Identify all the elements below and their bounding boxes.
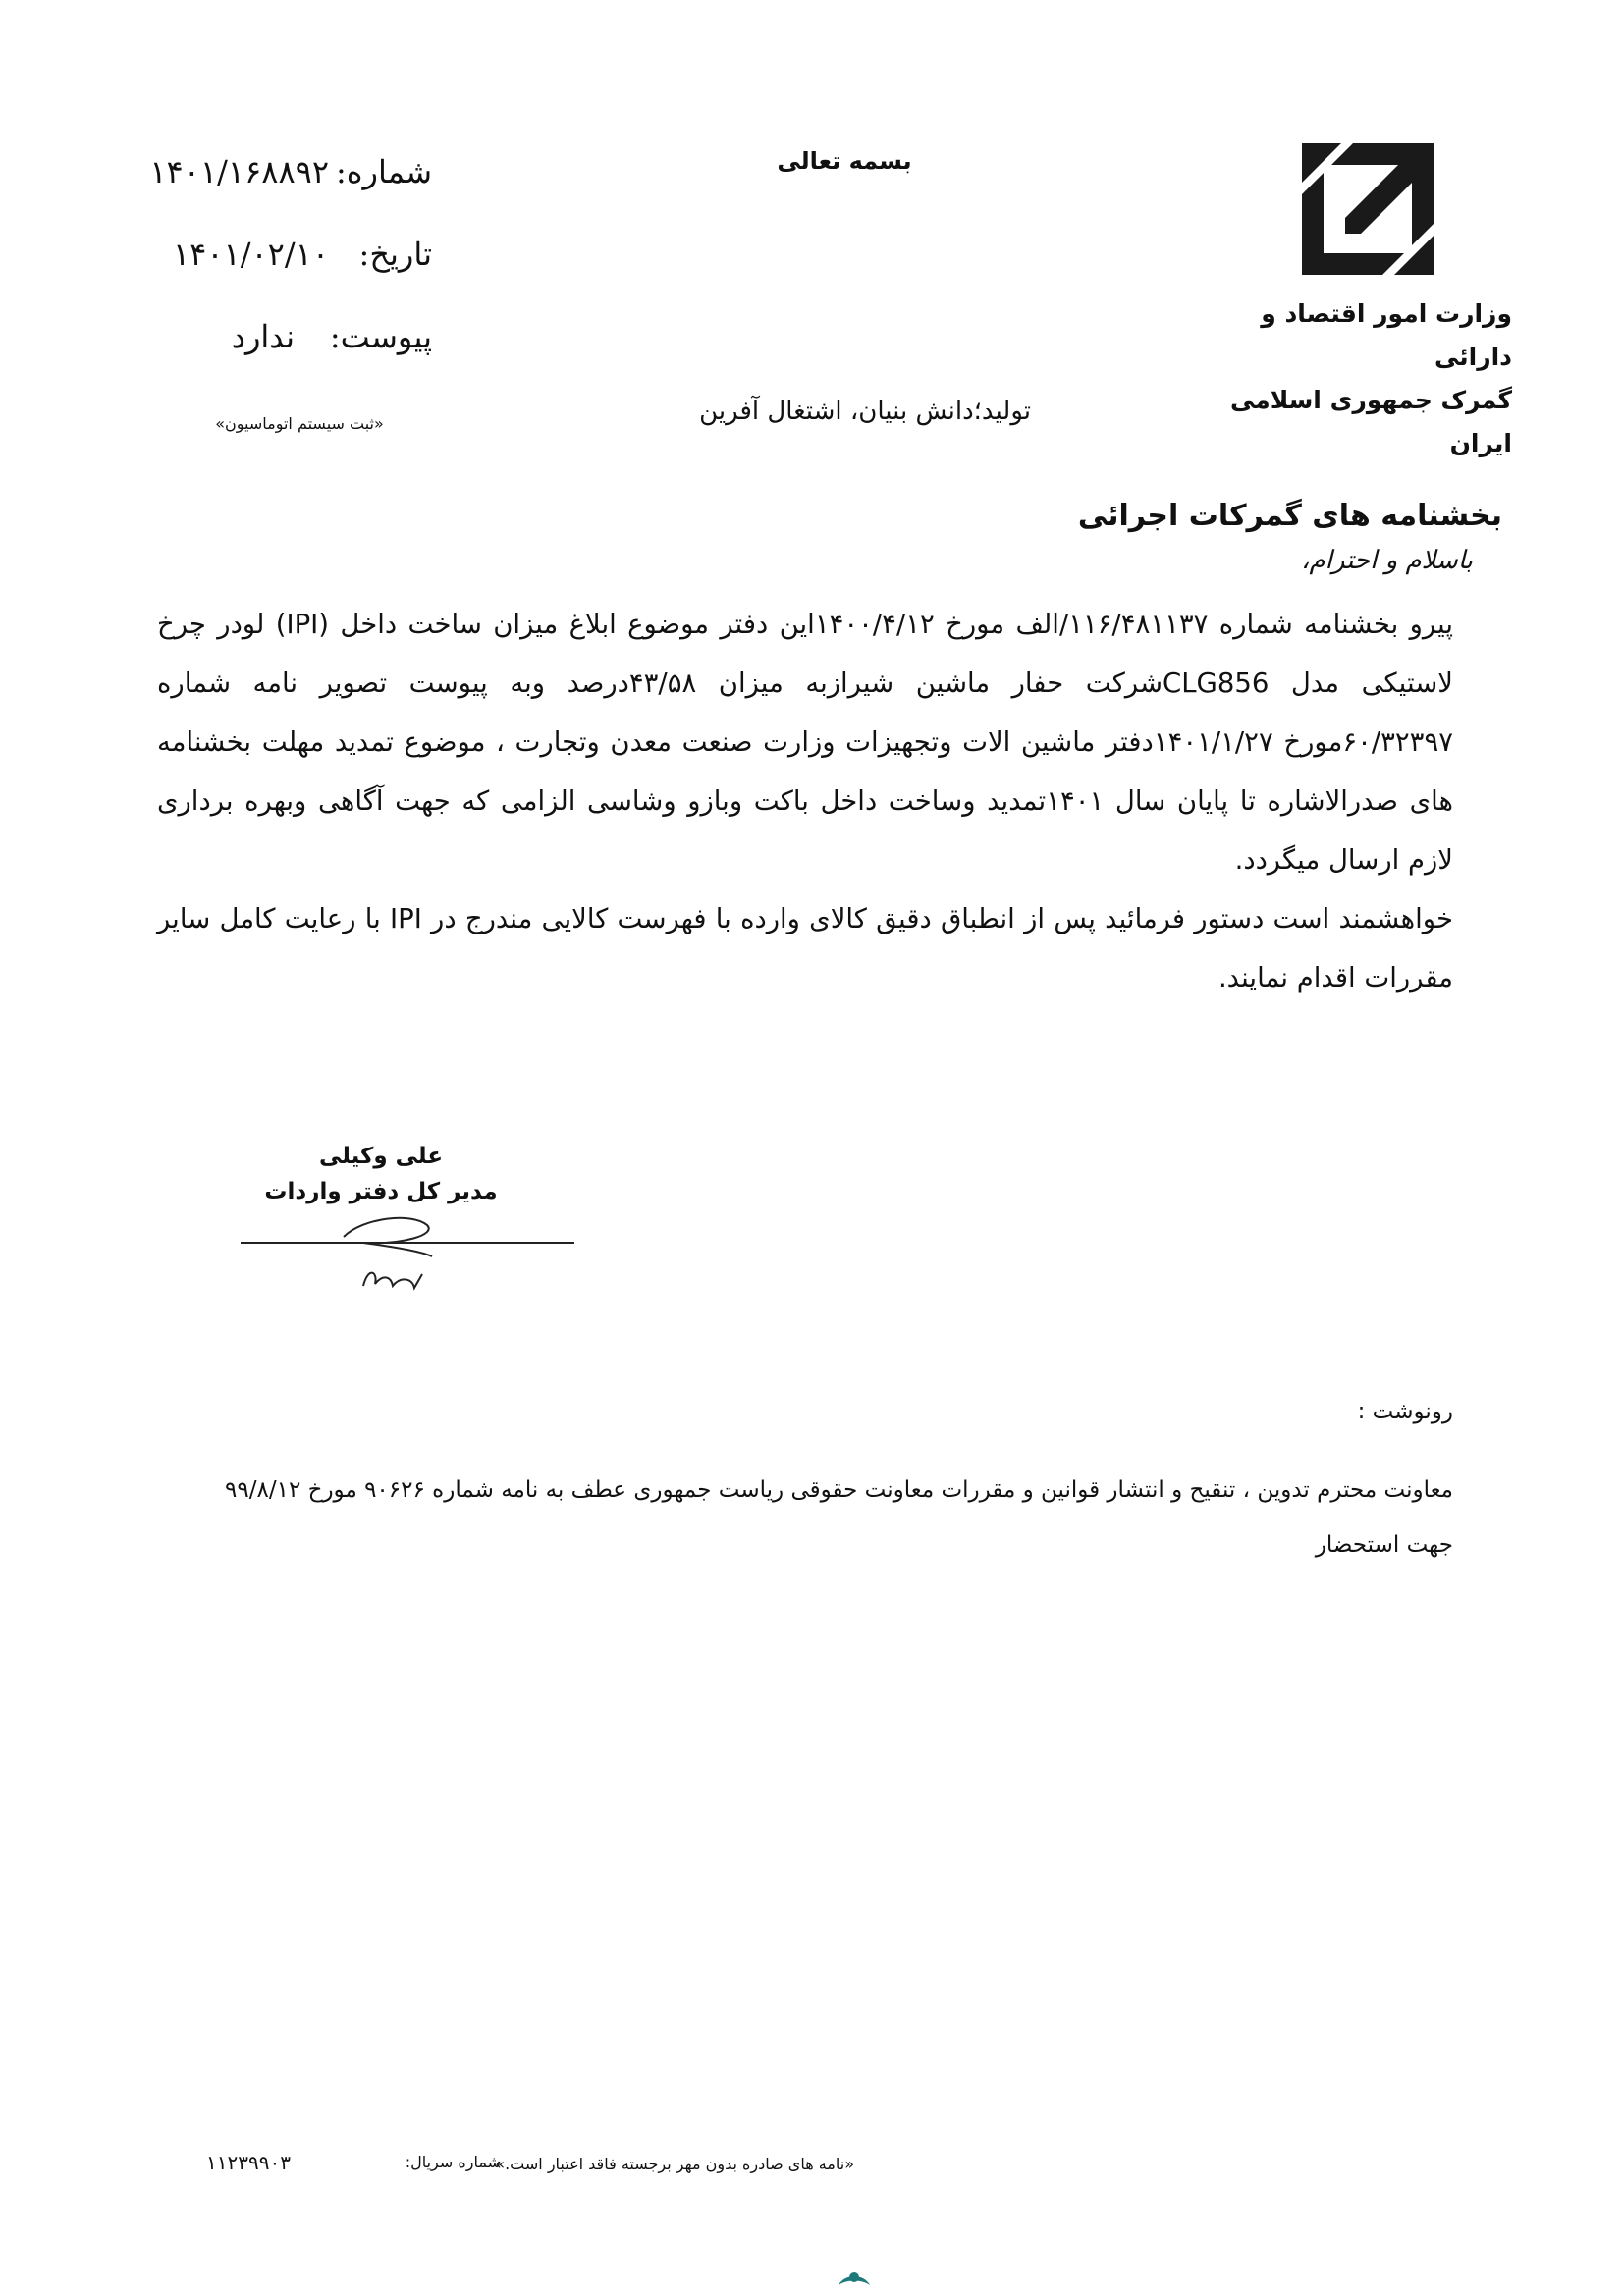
cc-label: رونوشت : bbox=[1357, 1399, 1453, 1424]
customs-logo-icon bbox=[1294, 135, 1441, 283]
customs-line: گمرک جمهوری اسلامی ایران bbox=[1229, 386, 1512, 457]
number-label: شماره: bbox=[335, 153, 432, 190]
serial-label: شماره سریال: bbox=[405, 2153, 501, 2171]
signatory-position: مدیر کل دفتر واردات bbox=[264, 1179, 498, 1204]
letter-number bbox=[118, 153, 432, 198]
ministry-name bbox=[1178, 293, 1512, 465]
letter-attachment bbox=[118, 318, 432, 363]
footer-validity-note: «نامه های صادره بدون مهر برجسته فاقد اعتبار است.» bbox=[495, 2155, 854, 2173]
cc-recipients bbox=[196, 1463, 1453, 1573]
cc-line: معاونت محترم تدوین ، تنقیح و انتشار قوانین و مقررات معاونت حقوقی ریاست جمهوری عطف به نامه شماره ۹۰۶۲۶ مورخ ۹۹/۸/۱۲ bbox=[225, 1477, 1453, 1503]
handwritten-signature bbox=[324, 1198, 461, 1306]
date-label: تاریخ: bbox=[358, 236, 432, 273]
number-value: ۱۴۰۱/۱۶۸۸۹۲ bbox=[149, 153, 329, 190]
attachment-value: ندارد bbox=[231, 318, 295, 355]
ministry-line: وزارت امور اقتصاد و دارائی bbox=[1261, 299, 1512, 371]
body-paragraph: خواهشمند است دستور فرمائید پس از انطباق دقیق کالای وارده با فهرست کالایی مندرج در IPI با رعایت کامل سایر مقررات اقدام نمایند. bbox=[157, 903, 1453, 993]
emblem-icon bbox=[835, 2266, 874, 2293]
circular-title: بخشنامه های گمرکات اجرائی bbox=[1077, 499, 1502, 533]
letter-date bbox=[118, 236, 432, 281]
slogan: تولید؛دانش بنیان، اشتغال آفرین bbox=[699, 397, 1031, 426]
attachment-label: پیوست: bbox=[329, 318, 432, 355]
cc-line: جهت استحضار bbox=[1315, 1532, 1453, 1558]
automation-note: «ثبت سیستم اتوماسیون» bbox=[215, 414, 384, 433]
serial-number: ۱۱۲۳۹۹۰۳ bbox=[206, 2151, 291, 2174]
greeting: باسلام و احترام، bbox=[1301, 546, 1473, 575]
basmala: بسمه تعالی bbox=[777, 147, 912, 175]
body-paragraph: پیرو بخشنامه شماره ۱۱۶/۴۸۱۱۳۷/الف مورخ ۱۴۰۰/۴/۱۲این دفتر موضوع ابلاغ میزان ساخت داخل (IPI) لودر چرخ لاستیکی مدل CLG856شرکت حفار ماشین شیرازبه میزان ۴۳/۵۸درصد وبه پیوست تصویر نامه شماره ۶۰/۳۲۳۹۷مورخ ۱۴۰۱/۱/۲۷دفتر ماشین الات وتجهیزات وزارت صنعت معدن وتجارت ، موضوع تمدید مهلت بخشنامه های صدرالاشاره تا پایان سال ۱۴۰۱تمدید وساخت داخل باکت وبازو وشاسی الزامی که جهت آگاهی وبهره برداری لازم ارسال میگردد. bbox=[157, 609, 1454, 876]
date-value: ۱۴۰۱/۰۲/۱۰ bbox=[172, 236, 329, 273]
signatory-name: علی وکیلی bbox=[318, 1144, 444, 1169]
letter-body bbox=[157, 595, 1453, 1007]
